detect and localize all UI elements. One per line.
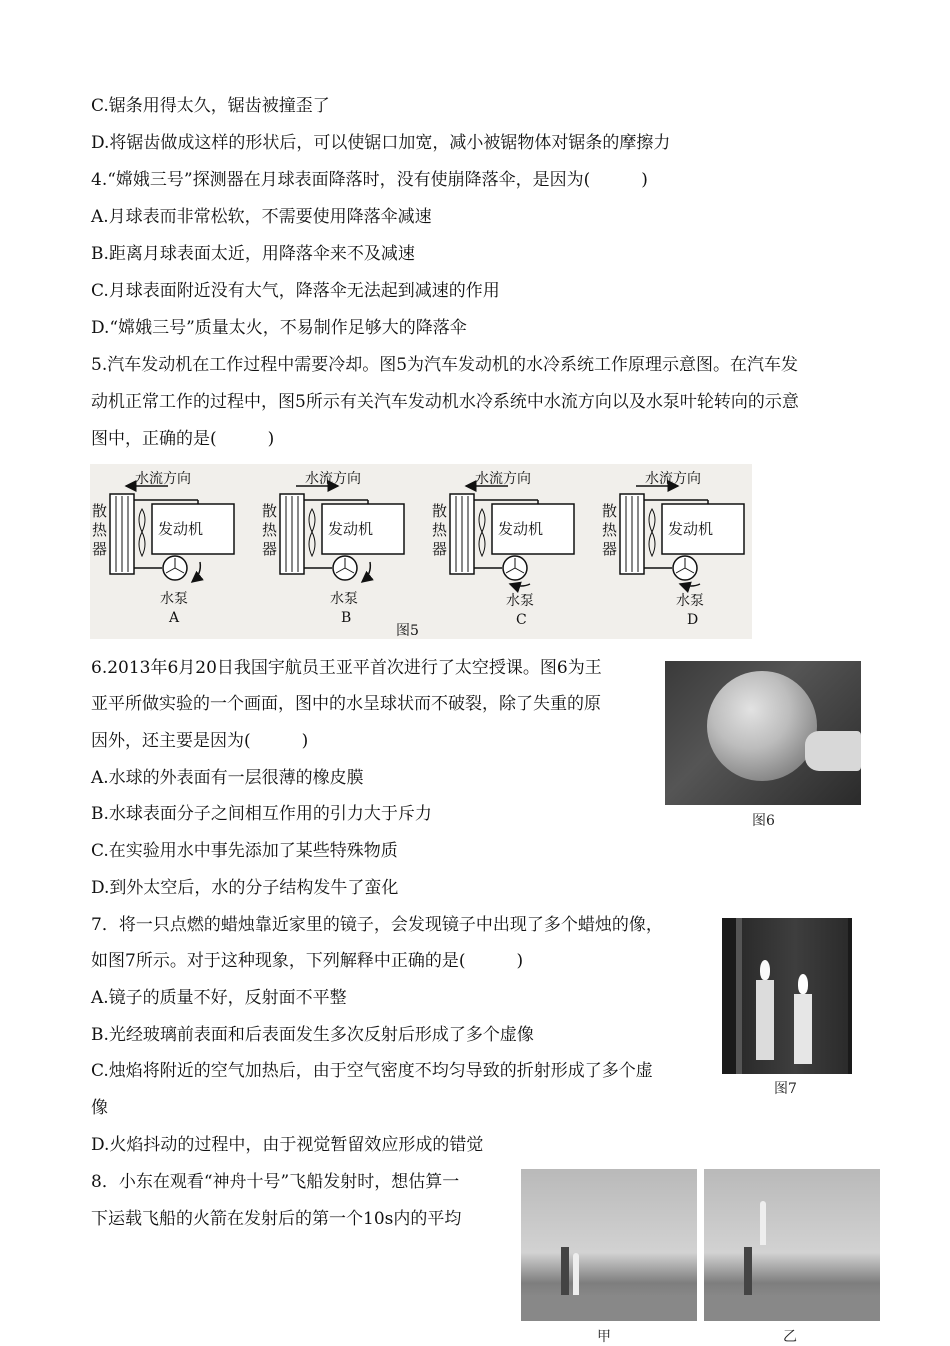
q3-option-d: D.将锯齿做成这样的形状后，可以使锯口加宽，减小被锯物体对锯条的摩擦力 xyxy=(91,133,671,153)
figure-5 xyxy=(90,464,752,639)
panel-d-flow-label: 水流方向 xyxy=(645,471,701,487)
mirror xyxy=(736,918,848,1074)
flame-right xyxy=(798,974,808,994)
candle-right xyxy=(794,994,812,1064)
panel-b-flow-label: 水流方向 xyxy=(305,471,361,487)
q5-stem-line2: 动机正常工作的过程中，图5所示有关汽车发动机水冷系统中水流方向以及水泵叶轮转向的示意 xyxy=(91,392,799,412)
panel-d-engine-label: 发动机 xyxy=(668,520,714,538)
launch-tower-right xyxy=(744,1247,752,1295)
q7-option-b: B.光经玻璃前表面和后表面发生多次反射后形成了多个虚像 xyxy=(91,1025,534,1045)
candle-left xyxy=(756,980,774,1060)
q4-stem: 4.“嫦娥三号”探测器在月球表面降落时，没有使崩降落伞，是因为( ) xyxy=(91,170,648,190)
panel-a-pump-label: 水泵 xyxy=(160,591,188,607)
panel-a-engine-label: 发动机 xyxy=(158,520,204,538)
figure-6-caption: 图6 xyxy=(752,813,775,829)
q6-stem-line1: 6.2013年6月20日我国宇航员王亚平首次进行了太空授课。图6为王 xyxy=(91,658,602,678)
rocket-left xyxy=(573,1253,579,1295)
panel-b-letter: B xyxy=(341,610,352,626)
panel-b-pump-label: 水泵 xyxy=(330,591,358,607)
panel-a-flow-label: 水流方向 xyxy=(135,471,191,487)
q7-option-a: A.镜子的质量不好，反射面不平整 xyxy=(91,988,347,1008)
q6-option-a: A.水球的外表面有一层很薄的橡皮膜 xyxy=(91,768,364,788)
q3-option-c: C.锯条用得太久，锯齿被撞歪了 xyxy=(91,96,330,116)
q7-stem-line2: 如图7所示。对于这种现象，下列解释中正确的是( ) xyxy=(91,951,524,971)
q8-stem-line1: 8．小东在观看“神舟十号”飞船发射时，想估算一 xyxy=(91,1172,460,1192)
q6-stem-line3: 因外，还主要是因为( ) xyxy=(91,731,309,751)
q8-stem-line2: 下运载飞船的火箭在发射后的第一个10s内的平均 xyxy=(91,1209,462,1229)
panel-c-engine-label: 发动机 xyxy=(498,520,544,538)
panel-d-pump-label: 水泵 xyxy=(676,593,704,609)
ground-right xyxy=(704,1295,880,1321)
panel-d-radiator-label: 散 热 器 xyxy=(602,502,618,558)
panel-b-radiator-label: 散 热 器 xyxy=(262,502,278,558)
panel-d-letter: D xyxy=(687,612,699,628)
figure-5-caption: 图5 xyxy=(396,623,419,639)
water-ball xyxy=(707,671,817,781)
panel-c-flow-label: 水流方向 xyxy=(475,471,531,487)
q6-option-b: B.水球表面分子之间相互作用的引力大于斥力 xyxy=(91,804,432,824)
figure-6-photo xyxy=(665,661,861,805)
q7-option-c-line1: C.烛焰将附近的空气加热后，由于空气密度不均匀导致的折射形成了多个虚 xyxy=(91,1061,653,1081)
flame-left xyxy=(760,960,770,980)
panel-c-pump-label: 水泵 xyxy=(506,593,534,609)
rocket-right xyxy=(760,1201,766,1245)
panel-c-letter: C xyxy=(516,612,527,628)
q4-option-c: C.月球表面附近没有大气，降落伞无法起到减速的作用 xyxy=(91,281,500,301)
q6-option-d: D.到外太空后，水的分子结构发牛了蛮化 xyxy=(91,878,399,898)
panel-a-letter: A xyxy=(169,610,180,626)
q7-stem-line1: 7．将一只点燃的蜡烛靠近家里的镜子，会发现镜子中出现了多个蜡烛的像， xyxy=(91,915,663,935)
figure-7-photo xyxy=(722,918,852,1074)
figure-8-photo-right xyxy=(704,1169,880,1321)
q4-option-b: B.距离月球表面太近，用降落伞来不及减速 xyxy=(91,244,415,264)
q6-option-c: C.在实验用水中事先添加了某些特殊物质 xyxy=(91,841,398,861)
q7-option-d: D.火焰抖动的过程中，由于视觉暂留效应形成的错觉 xyxy=(91,1135,484,1155)
panel-c-radiator-label: 散 热 器 xyxy=(432,502,448,558)
q6-stem-line2: 亚平所做实验的一个画面，图中的水呈球状而不破裂，除了失重的原 xyxy=(91,694,601,714)
figure-8-label-right: 乙 xyxy=(783,1329,797,1345)
ground-left xyxy=(521,1295,697,1321)
hand xyxy=(805,731,861,771)
panel-b-engine-label: 发动机 xyxy=(328,520,374,538)
figure-7-caption: 图7 xyxy=(774,1081,797,1097)
q4-option-a: A.月球表而非常松软，不需要使用降落伞减速 xyxy=(91,207,432,227)
figure-5-diagram xyxy=(90,464,752,639)
panel-a-radiator-label: 散 热 器 xyxy=(92,502,108,558)
figure-8-label-left: 甲 xyxy=(597,1329,611,1345)
figure-8-photo-left xyxy=(521,1169,697,1321)
launch-tower-left xyxy=(561,1247,569,1295)
q4-option-d: D.“嫦娥三号”质量太火，不易制作足够大的降落伞 xyxy=(91,318,467,338)
q5-stem-line3: 图中，正确的是( ) xyxy=(91,429,275,449)
q5-stem-line1: 5.汽车发动机在工作过程中需要冷却。图5为汽车发动机的水冷系统工作原理示意图。在汽车发 xyxy=(91,355,799,375)
q7-option-c-line2: 像 xyxy=(91,1098,108,1118)
